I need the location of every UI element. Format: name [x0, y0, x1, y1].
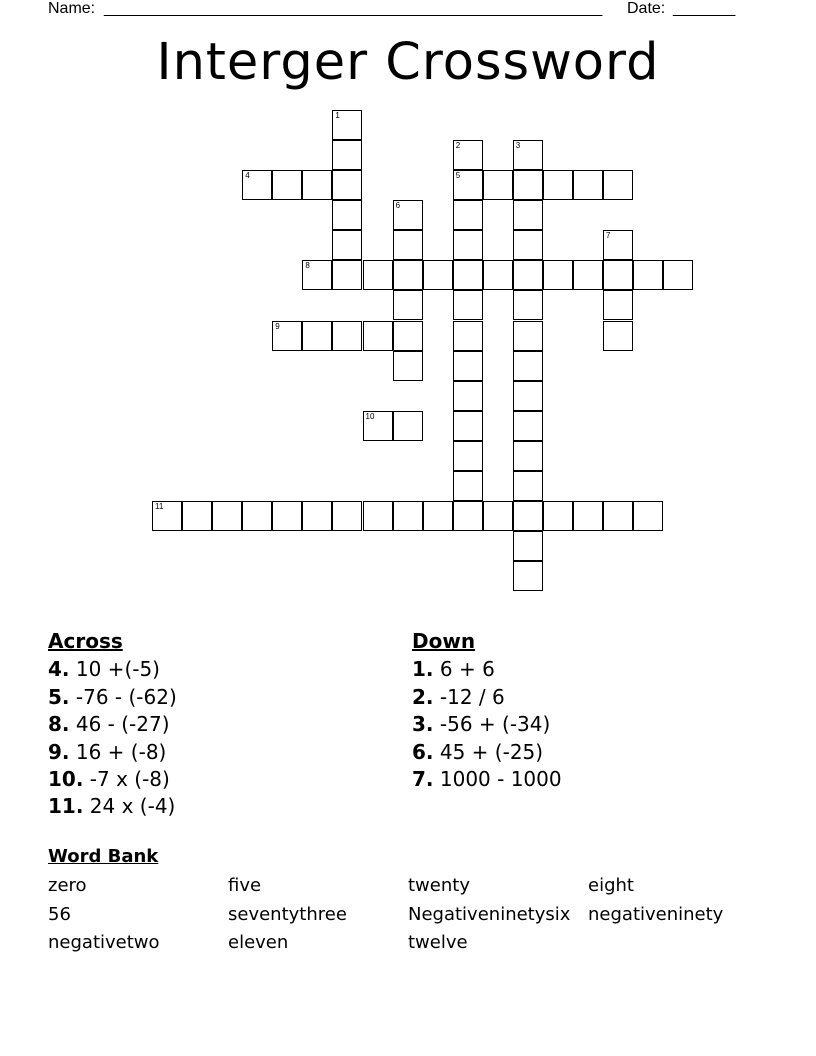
across-clues	[48, 628, 177, 821]
clue-number: 2.	[412, 684, 434, 709]
word-bank-word: negativeninety	[588, 903, 724, 925]
crossword-cell[interactable]	[453, 471, 483, 501]
crossword-cell[interactable]	[573, 501, 603, 531]
clue-text: -76 - (-62)	[75, 684, 177, 709]
across-heading: Across	[48, 629, 123, 653]
crossword-cell[interactable]	[332, 200, 362, 230]
word-bank-word: Negativeninetysix	[408, 903, 571, 925]
clue-number: 7.	[412, 767, 434, 792]
cell-number: 1	[335, 111, 340, 120]
down-clue	[412, 684, 562, 711]
crossword-cell[interactable]	[393, 290, 423, 320]
crossword-cell[interactable]	[603, 230, 633, 260]
word-bank	[48, 872, 768, 958]
clue-text: 1000 - 1000	[439, 767, 562, 792]
crossword-cell[interactable]	[663, 260, 693, 290]
across-clue	[48, 793, 177, 820]
crossword-cell[interactable]	[332, 230, 362, 260]
crossword-cell[interactable]	[212, 501, 242, 531]
crossword-cell[interactable]	[182, 501, 212, 531]
crossword-cell[interactable]	[483, 170, 513, 200]
crossword-cell[interactable]	[513, 501, 543, 531]
clue-number: 10.	[48, 767, 84, 792]
crossword-cell[interactable]	[513, 561, 543, 591]
crossword-cell[interactable]	[453, 140, 483, 170]
clue-number: 5.	[48, 684, 70, 709]
clue-text: 6 + 6	[439, 657, 495, 682]
word-bank-word: twenty	[408, 875, 470, 896]
crossword-cell[interactable]	[302, 260, 332, 290]
cell-number: 11	[155, 501, 164, 511]
across-clue	[48, 739, 177, 766]
crossword-cell[interactable]	[453, 411, 483, 441]
crossword-cell[interactable]	[603, 260, 633, 290]
clue-number: 9.	[48, 739, 70, 764]
down-clue	[412, 711, 562, 738]
cell-number: 5	[455, 171, 461, 181]
word-bank-word: negativetwo	[48, 932, 160, 953]
crossword-cell[interactable]	[543, 260, 573, 290]
crossword-cell[interactable]	[453, 501, 483, 531]
clue-text: 45 + (-25)	[439, 739, 544, 764]
clue-text: 10 +(-5)	[75, 657, 160, 682]
clue-number: 8.	[48, 712, 70, 737]
cell-number: 10	[365, 411, 375, 421]
crossword-cell[interactable]	[393, 230, 423, 260]
crossword-cell[interactable]	[633, 501, 663, 531]
crossword-cell[interactable]	[483, 501, 513, 531]
crossword-cell[interactable]	[453, 230, 483, 260]
date-field[interactable]: _______	[673, 0, 736, 17]
clue-number: 3.	[412, 712, 434, 737]
word-bank-row	[48, 872, 768, 901]
crossword-cell[interactable]	[573, 170, 603, 200]
crossword-cell[interactable]	[332, 321, 362, 351]
date-label: Date:	[627, 0, 666, 17]
clue-text: 24 x (-4)	[89, 794, 176, 819]
crossword-cell[interactable]	[332, 140, 362, 170]
crossword-cell[interactable]	[633, 260, 663, 290]
crossword-cell[interactable]	[332, 110, 362, 140]
word-bank-word: 56	[48, 903, 71, 925]
down-clue	[412, 766, 562, 793]
crossword-cell[interactable]	[573, 260, 603, 290]
cell-number: 9	[275, 321, 280, 331]
crossword-cell[interactable]	[543, 170, 573, 200]
down-heading: Down	[412, 629, 476, 653]
cell-number: 8	[305, 261, 310, 271]
word-bank-title: Word Bank	[48, 846, 159, 867]
crossword-cell[interactable]	[513, 471, 543, 501]
crossword-cell[interactable]	[603, 321, 633, 351]
crossword-cell[interactable]	[513, 260, 543, 290]
crossword-cell[interactable]	[363, 501, 393, 531]
crossword-cell[interactable]	[363, 411, 393, 441]
down-clue	[412, 739, 562, 766]
crossword-cell[interactable]	[272, 170, 302, 200]
crossword-cell[interactable]	[513, 381, 543, 411]
crossword-cell[interactable]	[603, 501, 633, 531]
crossword-cell[interactable]	[483, 260, 513, 290]
crossword-cell[interactable]	[302, 170, 332, 200]
clue-number: 4.	[48, 657, 70, 682]
word-bank-word: twelve	[408, 932, 468, 953]
across-clue	[48, 656, 177, 683]
page-title: Interger Crossword	[156, 33, 660, 92]
clue-text: -56 + (-34)	[439, 712, 551, 737]
crossword-cell[interactable]	[242, 501, 272, 531]
crossword-cell[interactable]	[393, 200, 423, 230]
cell-number: 7	[606, 231, 611, 241]
crossword-cell[interactable]	[302, 501, 332, 531]
word-bank-word: five	[228, 875, 262, 896]
crossword-cell[interactable]	[332, 501, 362, 531]
word-bank-word: eight	[588, 875, 634, 896]
crossword-cell[interactable]	[453, 170, 483, 200]
crossword-cell[interactable]	[363, 260, 393, 290]
crossword-cell[interactable]	[242, 170, 272, 200]
crossword-cell[interactable]	[332, 170, 362, 200]
cell-number: 4	[245, 171, 250, 181]
crossword-cell[interactable]	[513, 411, 543, 441]
across-clue	[48, 711, 177, 738]
crossword-cell[interactable]	[393, 411, 423, 441]
crossword-cell[interactable]	[393, 351, 423, 381]
crossword-cell[interactable]	[453, 381, 483, 411]
crossword-cell[interactable]	[513, 531, 543, 561]
name-label: Name:	[48, 0, 96, 17]
word-bank-row	[48, 901, 768, 930]
clue-number: 1.	[412, 657, 434, 682]
crossword-cell[interactable]	[393, 501, 423, 531]
clue-text: -7 x (-8)	[89, 767, 170, 792]
crossword-cell[interactable]	[423, 501, 453, 531]
clue-text: 46 - (-27)	[75, 712, 170, 737]
crossword-cell[interactable]	[513, 351, 543, 381]
crossword-cell[interactable]	[453, 290, 483, 320]
crossword-cell[interactable]	[393, 260, 423, 290]
crossword-cell[interactable]	[453, 441, 483, 471]
clue-text: -12 / 6	[439, 684, 505, 709]
crossword-cell[interactable]	[513, 290, 543, 320]
crossword-cell[interactable]	[543, 501, 573, 531]
crossword-cell[interactable]	[513, 230, 543, 260]
crossword-cell[interactable]	[363, 321, 393, 351]
word-bank-row	[48, 929, 768, 958]
crossword-cell[interactable]	[272, 321, 302, 351]
crossword-cell[interactable]	[513, 140, 543, 170]
down-clues	[412, 628, 562, 793]
crossword-cell[interactable]	[423, 260, 453, 290]
crossword-cell[interactable]	[453, 260, 483, 290]
cell-number: 2	[455, 141, 461, 151]
clue-text: 16 + (-8)	[75, 739, 167, 764]
crossword-cell[interactable]	[513, 170, 543, 200]
word-bank-word: seventythree	[228, 903, 347, 925]
crossword-cell[interactable]	[302, 321, 332, 351]
down-clue	[412, 656, 562, 683]
crossword-cell[interactable]	[152, 501, 182, 531]
crossword-cell[interactable]	[393, 321, 423, 351]
crossword-cell[interactable]	[513, 200, 543, 230]
across-clue	[48, 766, 177, 793]
name-field[interactable]: ________________________________________________________	[104, 0, 603, 17]
clue-number: 6.	[412, 739, 434, 764]
across-clue	[48, 684, 177, 711]
crossword-cell[interactable]	[272, 501, 302, 531]
crossword-cell[interactable]	[453, 321, 483, 351]
crossword-cell[interactable]	[603, 290, 633, 320]
cell-number: 3	[515, 141, 521, 151]
crossword-cell[interactable]	[513, 441, 543, 471]
cell-number: 6	[395, 201, 401, 211]
crossword-cell[interactable]	[332, 260, 362, 290]
clue-number: 11.	[48, 794, 84, 819]
crossword-cell[interactable]	[453, 351, 483, 381]
crossword-cell[interactable]	[513, 321, 543, 351]
word-bank-word: zero	[48, 875, 87, 896]
word-bank-word: eleven	[228, 932, 289, 953]
crossword-cell[interactable]	[603, 170, 633, 200]
crossword-cell[interactable]	[453, 200, 483, 230]
